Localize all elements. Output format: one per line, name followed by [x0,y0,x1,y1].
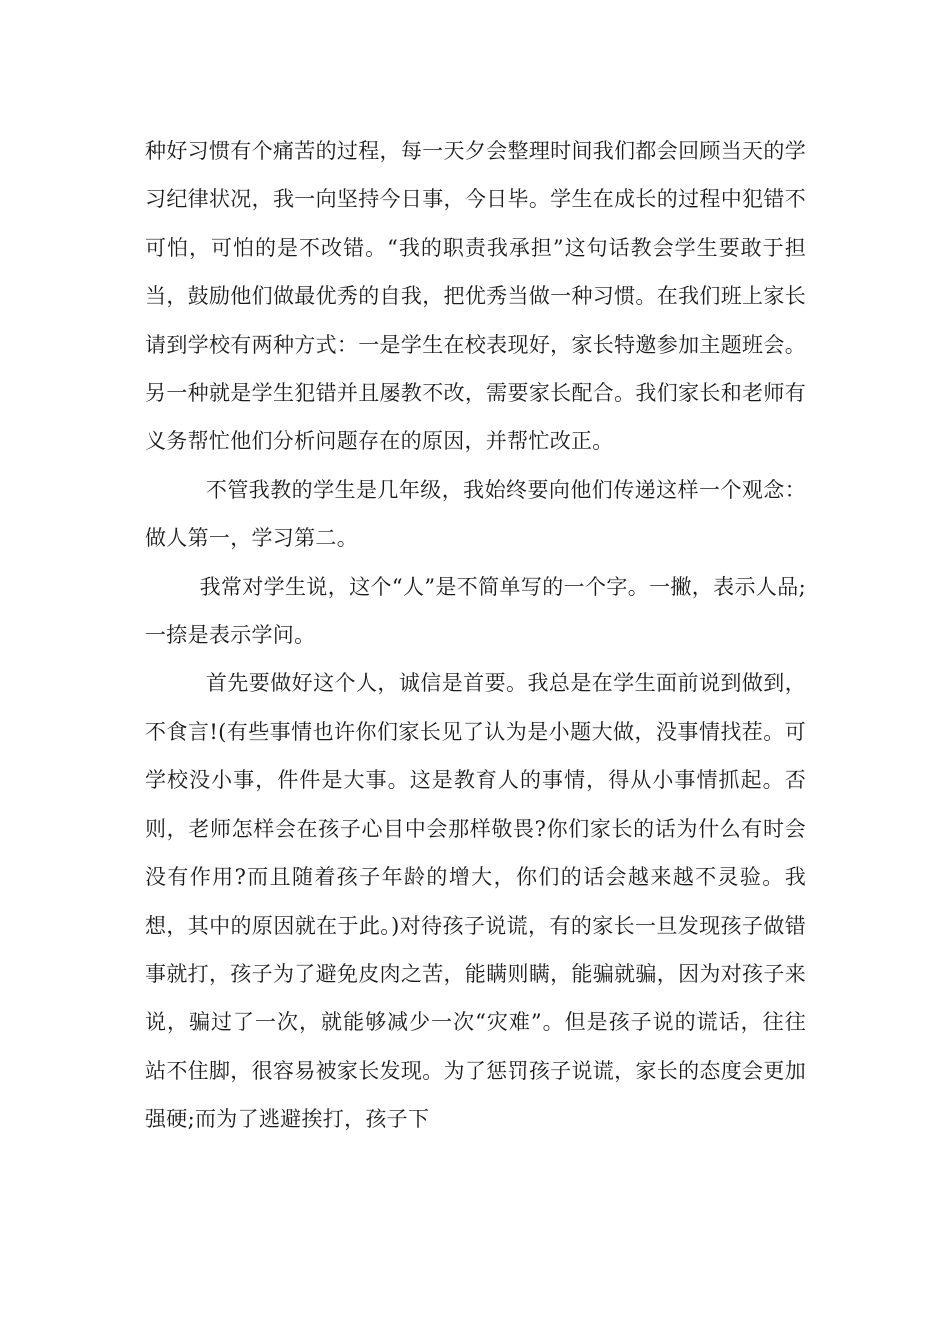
paragraph-2: 不管我教的学生是几年级，我始终要向他们传递这样一个观念：做人第一，学习第二。 [145,477,806,551]
document-body [145,127,806,1144]
paragraph-3: 我常对学生说，这个“人”是不简单写的一个字。一撇，表示人品;一捺是表示学问。 [145,574,806,648]
paragraph-1: 种好习惯有个痛苦的过程，每一天夕会整理时间我们都会回顾当天的学习纪律状况，我一向坚持今日事，今日毕。学生在成长的过程中犯错不可怕，可怕的是不改错。“我的职责我承担”这句话教会学生要敢于担当，鼓励他们做最优秀的自我，把优秀当做一种习惯。在我们班上家长请到学校有两种方式：一是学生在校表现好，家长特邀参加主题班会。另一种就是学生犯错并且屡教不改，需要家长配合。我们家长和老师有义务帮忙他们分析问题存在的原因，并帮忙改正。 [145,139,806,454]
paragraph-4: 首先要做好这个人，诚信是首要。我总是在学生面前说到做到，不食言!(有些事情也许你们家长见了认为是小题大做，没事情找茬。可学校没小事，件件是大事。这是教育人的事情，得从小事情抓起。否则，老师怎样会在孩子心目中会那样敬畏?你们家长的话为什么有时会没有作用?而且随着孩子年龄的增大，你们的话会越来越不灵验。我想，其中的原因就在于此。)对待孩子说谎，有的家长一旦发现孩子做错事就打，孩子为了避免皮肉之苦，能瞒则瞒，能骗就骗，因为对孩子来说，骗过了一次，就能够减少一次“灾难”。但是孩子说的谎话，往往站不住脚，很容易被家长发现。为了惩罚孩子说谎，家长的态度会更加强硬;而为了逃避挨打，孩子下 [145,671,806,1132]
